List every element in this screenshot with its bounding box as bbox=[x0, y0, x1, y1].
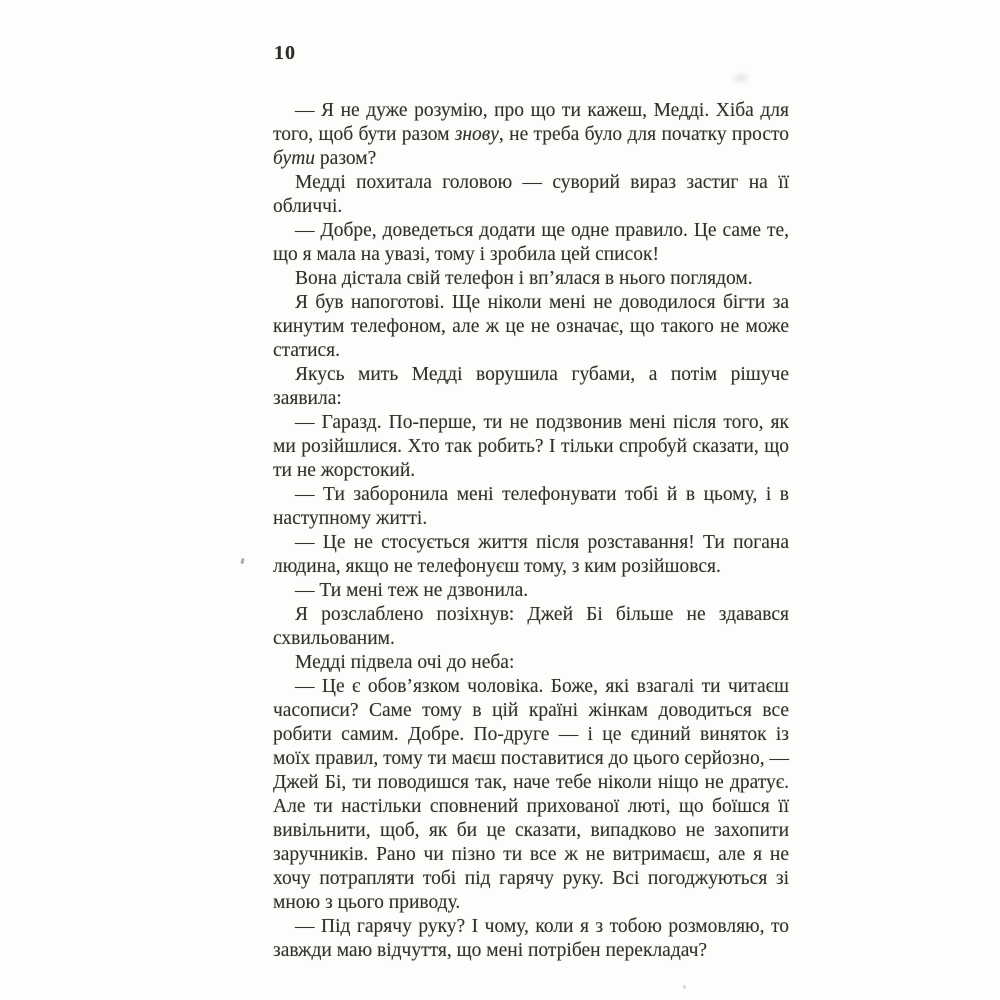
text-run: Я був напоготові. Ще ніколи мені не доводилося бігти за кинутим телефоном, але ж це не означає, що такого не може статися. bbox=[273, 292, 789, 361]
text-run: — Під гарячу руку? І чому, коли я з тобою розмовляю, то завжди маю відчуття, що мені потрібен перекладач? bbox=[273, 916, 789, 961]
paragraph bbox=[273, 411, 789, 483]
text-run: Медді похитала головою — суворий вираз застиг на її обличчі. bbox=[273, 172, 789, 217]
scan-smudge bbox=[726, 68, 756, 88]
scan-speck bbox=[683, 985, 686, 989]
paragraph bbox=[273, 579, 789, 603]
text-run: — Гаразд. По-перше, ти не подзвонив мені після того, як ми розійшлися. Хто так робить? І тільки спробуй сказати, що ти не жорстокий. bbox=[273, 412, 789, 481]
paragraph bbox=[273, 483, 789, 531]
text-run: — Я не дуже розумію, про що ти кажеш, Медді. Хіба для того, щоб бути разом bbox=[273, 100, 789, 145]
scan-speck bbox=[240, 558, 244, 565]
text-run: — Це є обов’язком чоловіка. Боже, які взагалі ти читаєш часописи? Саме тому в цій країні жінкам доводиться все робити самим. Добре. По-друге — і це єдиний виняток із моїх правил, тому ти маєш поставитися до цього серйозно, — Джей Бі, ти поводишся так, наче тебе ніколи ніщо не дратує. Але ти настільки сповнений прихованої люті, що боїшся її вивільнити, щоб, як би це сказати, випадково не захопити заручників. Рано чи пізно ти все ж не витримаєш, але я не хочу потрапляти тобі під гарячу руку. Всі погоджуються зі мною з цього приводу. bbox=[273, 676, 789, 913]
paragraph bbox=[273, 651, 789, 675]
paragraph bbox=[273, 603, 789, 651]
paragraph bbox=[273, 171, 789, 219]
text-run: разом? bbox=[315, 148, 377, 169]
text-run: — Ти заборонила мені телефонувати тобі й в цьому, і в наступному житті. bbox=[273, 484, 789, 529]
paragraph bbox=[273, 219, 789, 267]
italic-text-run: знову bbox=[454, 124, 499, 145]
text-run: , не треба було для початку просто bbox=[498, 124, 789, 145]
text-run: Вона дістала свій телефон і вп’ялася в нього поглядом. bbox=[295, 268, 753, 289]
text-run: Я розслаблено позіхнув: Джей Бі більше не здавався схвильованим. bbox=[273, 604, 789, 649]
paragraph bbox=[273, 99, 789, 171]
text-run: Медді підвела очі до неба: bbox=[295, 652, 515, 673]
page-number: 10 bbox=[274, 42, 296, 64]
text-block bbox=[273, 99, 789, 963]
paragraph bbox=[273, 531, 789, 579]
paragraph bbox=[273, 291, 789, 363]
text-run: — Добре, доведеться додати ще одне правило. Це саме те, що я мала на увазі, тому і зробила цей список! bbox=[273, 220, 789, 265]
text-run: — Це не стосується життя після розставання! Ти погана людина, якщо не телефонуєш тому, з ким розійшовся. bbox=[273, 532, 789, 577]
paragraph bbox=[273, 915, 789, 963]
text-run: — Ти мені теж не дзвонила. bbox=[295, 580, 529, 601]
paragraph bbox=[273, 267, 789, 291]
italic-text-run: бути bbox=[273, 148, 316, 169]
text-run: Якусь мить Медді ворушила губами, а потім рішуче заявила: bbox=[273, 364, 789, 409]
paragraph bbox=[273, 363, 789, 411]
paragraph bbox=[273, 675, 789, 915]
